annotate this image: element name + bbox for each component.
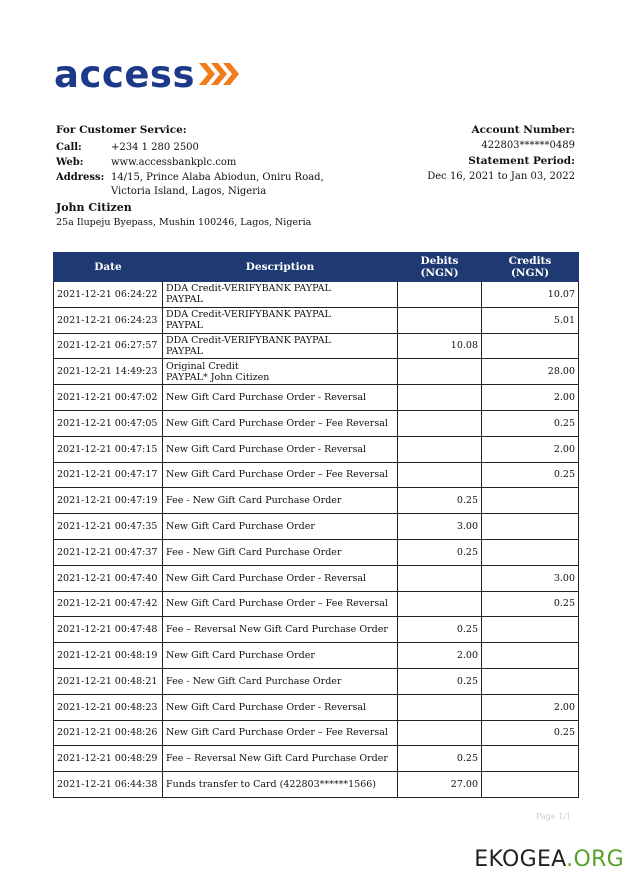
row-description — [163, 772, 398, 798]
header-date: Date — [54, 253, 163, 282]
row-description-line1: New Gift Card Purchase Order – Fee Reversal — [166, 727, 388, 739]
web-row — [56, 155, 236, 170]
row-credit — [482, 617, 579, 643]
watermark — [474, 847, 624, 872]
row-description-line1: DDA Credit-VERIFYBANK PAYPAL — [166, 309, 331, 321]
row-debit: 0.25 — [398, 488, 482, 514]
row-description-line2: PAYPAL — [166, 294, 203, 306]
logo-wordmark: access — [54, 52, 195, 96]
row-credit — [482, 539, 579, 565]
row-description — [163, 385, 398, 411]
table-row — [54, 617, 579, 643]
table-row — [54, 385, 579, 411]
header-debits-unit: (NGN) — [420, 267, 459, 279]
row-description — [163, 514, 398, 540]
table-row — [54, 694, 579, 720]
row-date: 2021-12-21 00:47:37 — [54, 539, 163, 565]
row-date: 2021-12-21 00:48:21 — [54, 668, 163, 694]
address-row — [56, 170, 324, 185]
row-date: 2021-12-21 00:48:26 — [54, 720, 163, 746]
row-debit: 0.25 — [398, 539, 482, 565]
row-debit — [398, 591, 482, 617]
table-row — [54, 488, 579, 514]
header-debits — [398, 253, 482, 282]
row-description-line2: PAYPAL* John Citizen — [166, 371, 270, 383]
row-debit — [398, 282, 482, 308]
row-description — [163, 462, 398, 488]
header-credits-label: Credits — [508, 255, 552, 267]
table-row — [54, 282, 579, 308]
table-row — [54, 410, 579, 436]
row-description-line1: New Gift Card Purchase Order — [166, 650, 315, 662]
watermark-name: EKOGEA — [474, 847, 567, 872]
row-credit — [482, 488, 579, 514]
row-credit: 2.00 — [482, 694, 579, 720]
row-credit — [482, 772, 579, 798]
row-date: 2021-12-21 06:24:22 — [54, 282, 163, 308]
row-date: 2021-12-21 00:47:05 — [54, 410, 163, 436]
row-debit — [398, 565, 482, 591]
row-description-line1: New Gift Card Purchase Order - Reversal — [166, 443, 367, 455]
row-description-line1: DDA Credit-VERIFYBANK PAYPAL — [166, 334, 331, 346]
row-description — [163, 591, 398, 617]
table-row — [54, 643, 579, 669]
row-debit: 0.25 — [398, 617, 482, 643]
customer-service-heading: For Customer Service: — [56, 124, 187, 136]
row-credit: 0.25 — [482, 720, 579, 746]
table-row — [54, 359, 579, 385]
row-date: 2021-12-21 06:27:57 — [54, 333, 163, 359]
row-debit: 3.00 — [398, 514, 482, 540]
call-row — [56, 140, 199, 155]
row-description — [163, 720, 398, 746]
row-credit — [482, 668, 579, 694]
row-debit — [398, 694, 482, 720]
row-date: 2021-12-21 00:48:29 — [54, 746, 163, 772]
row-description-line1: New Gift Card Purchase Order – Fee Reversal — [166, 469, 388, 481]
header-credits — [482, 253, 579, 282]
row-date: 2021-12-21 00:48:19 — [54, 643, 163, 669]
address-line1: 14/15, Prince Alaba Abiodun, Oniru Road, — [111, 172, 324, 183]
table-row — [54, 462, 579, 488]
table-row — [54, 720, 579, 746]
row-debit — [398, 359, 482, 385]
row-description-line1: New Gift Card Purchase Order – Fee Reversal — [166, 417, 388, 429]
row-date: 2021-12-21 00:47:42 — [54, 591, 163, 617]
row-description-line2: PAYPAL — [166, 320, 203, 332]
account-number-label: Account Number: — [471, 124, 575, 136]
table-row — [54, 436, 579, 462]
row-description-line1: Fee – Reversal New Gift Card Purchase Order — [166, 624, 388, 636]
row-date: 2021-12-21 00:47:19 — [54, 488, 163, 514]
row-description — [163, 410, 398, 436]
row-debit: 0.25 — [398, 668, 482, 694]
row-description-line1: New Gift Card Purchase Order - Reversal — [166, 701, 367, 713]
row-description-line1: New Gift Card Purchase Order - Reversal — [166, 392, 367, 404]
row-date: 2021-12-21 00:47:35 — [54, 514, 163, 540]
web-value: www.accessbankplc.com — [111, 157, 237, 168]
row-credit: 0.25 — [482, 462, 579, 488]
table-row — [54, 514, 579, 540]
bank-logo — [54, 52, 241, 96]
table-header-row — [54, 253, 579, 282]
row-debit: 27.00 — [398, 772, 482, 798]
call-label: Call: — [56, 142, 82, 153]
row-date: 2021-12-21 06:24:23 — [54, 307, 163, 333]
row-date: 2021-12-21 14:49:23 — [54, 359, 163, 385]
row-description — [163, 668, 398, 694]
table-row — [54, 668, 579, 694]
row-description-line1: Original Credit — [166, 360, 239, 372]
table-row — [54, 307, 579, 333]
statement-period-value: Dec 16, 2021 to Jan 03, 2022 — [427, 171, 575, 182]
row-credit: 28.00 — [482, 359, 579, 385]
table-row — [54, 565, 579, 591]
row-debit — [398, 436, 482, 462]
row-date: 2021-12-21 00:47:40 — [54, 565, 163, 591]
row-description-line2: PAYPAL — [166, 345, 203, 357]
statement-period-label: Statement Period: — [468, 155, 575, 167]
customer-name: John Citizen — [56, 201, 132, 214]
page-number: Page 1/1 — [536, 812, 572, 821]
row-description-line1: Fee - New Gift Card Purchase Order — [166, 495, 342, 507]
account-number-value: 422803******0489 — [481, 140, 575, 151]
row-description — [163, 617, 398, 643]
row-date: 2021-12-21 00:47:17 — [54, 462, 163, 488]
row-date: 2021-12-21 00:47:02 — [54, 385, 163, 411]
row-description — [163, 539, 398, 565]
row-description — [163, 282, 398, 308]
row-debit: 0.25 — [398, 746, 482, 772]
logo-chevrons-icon — [199, 61, 241, 87]
row-description-line1: New Gift Card Purchase Order - Reversal — [166, 572, 367, 584]
statement-table — [53, 252, 579, 798]
row-debit — [398, 720, 482, 746]
row-debit — [398, 410, 482, 436]
row-description — [163, 436, 398, 462]
row-description-line1: DDA Credit-VERIFYBANK PAYPAL — [166, 283, 331, 295]
call-value: +234 1 280 2500 — [111, 142, 199, 153]
row-credit: 10.07 — [482, 282, 579, 308]
row-description-line1: New Gift Card Purchase Order – Fee Reversal — [166, 598, 388, 610]
row-credit: 0.25 — [482, 591, 579, 617]
row-description-line1: Fee - New Gift Card Purchase Order — [166, 675, 342, 687]
row-date: 2021-12-21 00:47:48 — [54, 617, 163, 643]
row-debit — [398, 385, 482, 411]
table-row — [54, 746, 579, 772]
row-credit: 2.00 — [482, 385, 579, 411]
row-credit — [482, 514, 579, 540]
row-description — [163, 359, 398, 385]
table-row — [54, 333, 579, 359]
address-line2: Victoria Island, Lagos, Nigeria — [111, 186, 267, 197]
address-label: Address: — [56, 172, 105, 183]
row-description-line1: Fee – Reversal New Gift Card Purchase Order — [166, 753, 388, 765]
row-description-line1: Fee - New Gift Card Purchase Order — [166, 546, 342, 558]
row-description-line1: New Gift Card Purchase Order — [166, 521, 315, 533]
row-description-line1: Funds transfer to Card (422803******1566) — [166, 779, 377, 791]
row-description — [163, 488, 398, 514]
row-description — [163, 746, 398, 772]
header-debits-label: Debits — [420, 255, 459, 267]
row-debit: 10.08 — [398, 333, 482, 359]
row-credit: 2.00 — [482, 436, 579, 462]
row-date: 2021-12-21 06:44:38 — [54, 772, 163, 798]
row-credit — [482, 643, 579, 669]
row-description — [163, 694, 398, 720]
row-debit — [398, 307, 482, 333]
row-credit — [482, 333, 579, 359]
row-date: 2021-12-21 00:47:15 — [54, 436, 163, 462]
row-debit — [398, 462, 482, 488]
header-description: Description — [163, 253, 398, 282]
row-description — [163, 333, 398, 359]
web-label: Web: — [56, 157, 84, 168]
row-description — [163, 565, 398, 591]
row-description — [163, 643, 398, 669]
row-description — [163, 307, 398, 333]
customer-address: 25a Ilupeju Byepass, Mushin 100246, Lagos, Nigeria — [56, 217, 312, 228]
row-credit: 0.25 — [482, 410, 579, 436]
row-credit: 5.01 — [482, 307, 579, 333]
header-credits-unit: (NGN) — [510, 267, 550, 279]
table-row — [54, 772, 579, 798]
row-credit: 3.00 — [482, 565, 579, 591]
table-row — [54, 539, 579, 565]
row-date: 2021-12-21 00:48:23 — [54, 694, 163, 720]
row-credit — [482, 746, 579, 772]
table-row — [54, 591, 579, 617]
watermark-tld: .ORG — [566, 847, 624, 872]
row-debit: 2.00 — [398, 643, 482, 669]
